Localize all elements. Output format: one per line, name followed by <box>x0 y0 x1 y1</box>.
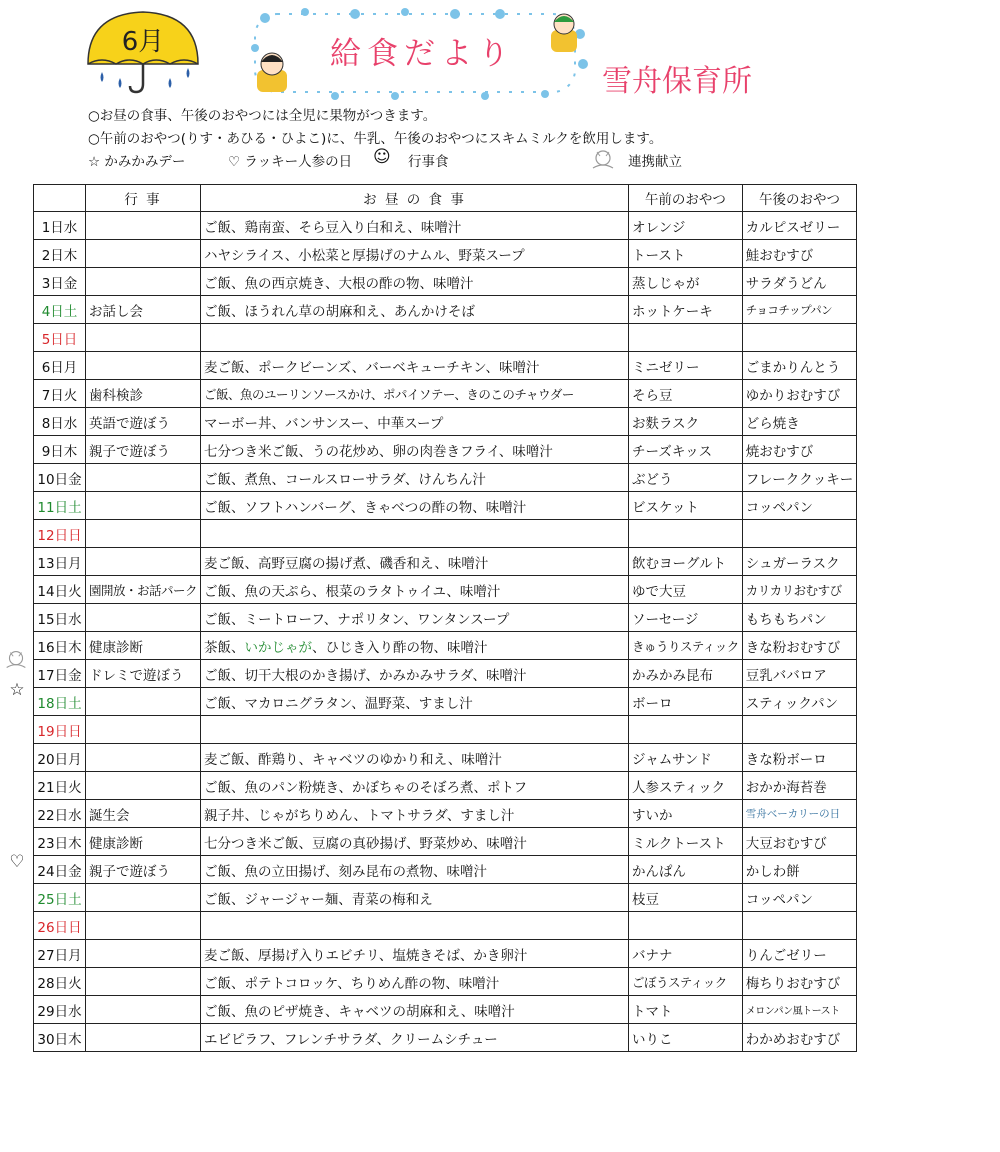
table-row <box>34 324 857 352</box>
lunch-cell: 麦ご飯、酢鶏り、キャベツのゆかり和え、味噌汁 <box>201 744 629 772</box>
event-cell: 英語で遊ぼう <box>86 408 201 436</box>
table-row <box>34 576 857 604</box>
event-cell <box>86 912 201 940</box>
event-cell <box>86 212 201 240</box>
day-cell: 18日土 <box>34 688 86 716</box>
day-cell: 4日土 <box>34 296 86 324</box>
table-row <box>34 968 857 996</box>
pm-snack-cell <box>742 716 856 744</box>
header-pm-snack: 午後のおやつ <box>742 185 856 212</box>
table-row <box>34 380 857 408</box>
pm-snack-cell: どら焼き <box>742 408 856 436</box>
day-cell: 28日火 <box>34 968 86 996</box>
table-row <box>34 352 857 380</box>
pm-snack-cell: フレーククッキー <box>742 464 856 492</box>
lunch-cell: ご飯、魚のピザ焼き、キャベツの胡麻和え、味噌汁 <box>201 996 629 1024</box>
am-snack-cell: ジャムサンド <box>629 744 743 772</box>
event-cell: 親子で遊ぼう <box>86 856 201 884</box>
lunch-cell <box>201 632 629 660</box>
lunch-cell: ハヤシライス、小松菜と厚揚げのナムル、野菜スープ <box>201 240 629 268</box>
day-cell: 10日金 <box>34 464 86 492</box>
page-title: 給食だより <box>330 36 515 72</box>
event-cell: ドレミで遊ぼう <box>86 660 201 688</box>
am-snack-cell: ホットケーキ <box>629 296 743 324</box>
table-row <box>34 268 857 296</box>
am-snack-cell: ソーセージ <box>629 604 743 632</box>
table-row <box>34 1024 857 1052</box>
nursery-name: 雪舟保育所 <box>602 64 752 99</box>
am-snack-cell <box>629 912 743 940</box>
day-cell: 15日水 <box>34 604 86 632</box>
day-cell: 30日木 <box>34 1024 86 1052</box>
day-cell: 5日日 <box>34 324 86 352</box>
lunch-cell: ご飯、魚の天ぷら、根菜のラタトゥイユ、味噌汁 <box>201 576 629 604</box>
event-cell: 健康診断 <box>86 828 201 856</box>
legend-event: 行事食 <box>408 154 449 170</box>
pm-snack-cell: 梅ちりおむすび <box>742 968 856 996</box>
pm-snack-cell: カルピスゼリー <box>742 212 856 240</box>
event-cell: 誕生会 <box>86 800 201 828</box>
lunch-cell: ご飯、煮魚、コールスローサラダ、けんちん汁 <box>201 464 629 492</box>
month-badge: 6月 <box>121 27 165 57</box>
lunch-cell: ご飯、魚の西京焼き、大根の酢の物、味噌汁 <box>201 268 629 296</box>
event-cell <box>86 940 201 968</box>
event-cell <box>86 520 201 548</box>
pm-snack-cell: 鮭おむすび <box>742 240 856 268</box>
am-snack-cell: ぶどう <box>629 464 743 492</box>
note-fruit: ○お昼の食事、午後のおやつには全児に果物がつきます。 <box>88 108 437 124</box>
event-cell <box>86 884 201 912</box>
table-row <box>34 660 857 688</box>
table-row <box>34 940 857 968</box>
pm-snack-cell: もちもちパン <box>742 604 856 632</box>
am-snack-cell: かんぱん <box>629 856 743 884</box>
table-row <box>34 464 857 492</box>
day-cell: 27日月 <box>34 940 86 968</box>
am-snack-cell: そら豆 <box>629 380 743 408</box>
header-lunch: お 昼 の 食 事 <box>201 185 629 212</box>
am-snack-cell: お麩ラスク <box>629 408 743 436</box>
pm-snack-cell <box>742 912 856 940</box>
day-cell: 20日月 <box>34 744 86 772</box>
am-snack-cell: トマト <box>629 996 743 1024</box>
event-cell: お話し会 <box>86 296 201 324</box>
header-am-snack: 午前のおやつ <box>629 185 743 212</box>
smiley-icon: ☺ <box>373 147 391 167</box>
table-row <box>34 408 857 436</box>
day-cell: 12日日 <box>34 520 86 548</box>
lunch-cell: 七分つき米ご飯、うの花炒め、卵の肉巻きフライ、味噌汁 <box>201 436 629 464</box>
lunch-cell: ご飯、魚のパン粉焼き、かぼちゃのそぼろ煮、ポトフ <box>201 772 629 800</box>
pm-snack-cell <box>742 324 856 352</box>
am-snack-cell: ボーロ <box>629 688 743 716</box>
event-cell: 歯科検診 <box>86 380 201 408</box>
am-snack-cell: 人参スティック <box>629 772 743 800</box>
table-header-row <box>34 185 857 212</box>
lunch-cell: ご飯、マカロニグラタン、温野菜、すまし汁 <box>201 688 629 716</box>
lunch-cell: マーボー丼、バンサンスー、中華スープ <box>201 408 629 436</box>
pm-snack-cell: りんごゼリー <box>742 940 856 968</box>
lunch-cell <box>201 912 629 940</box>
lunch-cell: ご飯、ソフトハンバーグ、きゃべつの酢の物、味噌汁 <box>201 492 629 520</box>
day-cell: 17日金 <box>34 660 86 688</box>
lunch-cell: 麦ご飯、ポークビーンズ、バーベキューチキン、味噌汁 <box>201 352 629 380</box>
day-cell: 6日月 <box>34 352 86 380</box>
lunch-cell: ご飯、魚のユーリンソースかけ、ポパイソテー、きのこのチャウダー <box>201 380 629 408</box>
am-snack-cell: ミルクトースト <box>629 828 743 856</box>
pm-snack-cell: コッペパン <box>742 884 856 912</box>
am-snack-cell: きゅうりスティック <box>629 632 743 660</box>
header <box>0 0 1000 180</box>
day-cell: 23日木 <box>34 828 86 856</box>
pm-snack-cell: おかか海苔巻 <box>742 772 856 800</box>
day-cell: 26日日 <box>34 912 86 940</box>
am-snack-cell: ミニゼリー <box>629 352 743 380</box>
am-snack-cell <box>629 716 743 744</box>
lunch-cell <box>201 324 629 352</box>
collab-icon <box>2 648 30 672</box>
am-snack-cell: チーズキッス <box>629 436 743 464</box>
day-cell: 29日水 <box>34 996 86 1024</box>
am-snack-cell: バナナ <box>629 940 743 968</box>
event-cell <box>86 968 201 996</box>
pm-snack-cell <box>742 520 856 548</box>
heart-mark-icon: ♡ <box>9 852 25 872</box>
table-row <box>34 884 857 912</box>
table-row <box>34 436 857 464</box>
pm-snack-cell: チョコチップパン <box>742 296 856 324</box>
pm-snack-cell: 焼おむすび <box>742 436 856 464</box>
pm-snack-cell: ごまかりんとう <box>742 352 856 380</box>
table-row <box>34 632 857 660</box>
day-cell: 2日木 <box>34 240 86 268</box>
header-event: 行 事 <box>86 185 201 212</box>
event-cell <box>86 744 201 772</box>
lunch-highlight: いかじゃが <box>244 639 313 656</box>
event-cell: 園開放・お話パーク <box>86 576 201 604</box>
event-cell <box>86 716 201 744</box>
table-row <box>34 548 857 576</box>
star-mark-icon: ☆ <box>9 680 25 700</box>
am-snack-cell: ごぼうスティック <box>629 968 743 996</box>
event-cell: 親子で遊ぼう <box>86 436 201 464</box>
lunch-cell: ご飯、ジャージャー麺、青菜の梅和え <box>201 884 629 912</box>
lunch-text: 茶飯、 <box>204 639 245 656</box>
day-cell: 25日土 <box>34 884 86 912</box>
event-cell <box>86 548 201 576</box>
legend-kamikami: ☆ かみかみデー <box>88 154 186 170</box>
table-row <box>34 520 857 548</box>
table-row <box>34 772 857 800</box>
lunch-cell: エビピラフ、フレンチサラダ、クリームシチュー <box>201 1024 629 1052</box>
pm-snack-cell: 雪舟ベーカリーの日 <box>742 800 856 828</box>
day-cell: 3日金 <box>34 268 86 296</box>
table-row <box>34 996 857 1024</box>
table-row <box>34 744 857 772</box>
header-day <box>34 185 86 212</box>
day-cell: 21日火 <box>34 772 86 800</box>
am-snack-cell: ゆで大豆 <box>629 576 743 604</box>
umbrella-icon <box>80 6 210 96</box>
day-cell: 19日日 <box>34 716 86 744</box>
menu-table <box>33 184 857 1052</box>
lunch-cell: ご飯、魚の立田揚げ、刻み昆布の煮物、味噌汁 <box>201 856 629 884</box>
am-snack-cell: トースト <box>629 240 743 268</box>
legend-lucky: ♡ ラッキー人参の日 <box>228 154 353 170</box>
day-cell: 1日水 <box>34 212 86 240</box>
day-cell: 22日水 <box>34 800 86 828</box>
lunch-cell: ご飯、ほうれん草の胡麻和え、あんかけそば <box>201 296 629 324</box>
lunch-cell: 親子丼、じゃがちりめん、トマトサラダ、すまし汁 <box>201 800 629 828</box>
am-snack-cell: すいか <box>629 800 743 828</box>
event-cell <box>86 464 201 492</box>
event-cell <box>86 996 201 1024</box>
event-cell <box>86 240 201 268</box>
event-cell <box>86 492 201 520</box>
lunch-cell: ご飯、ポテトコロッケ、ちりめん酢の物、味噌汁 <box>201 968 629 996</box>
legend-collab: 連携献立 <box>628 154 682 170</box>
table-row <box>34 492 857 520</box>
am-snack-cell: いりこ <box>629 1024 743 1052</box>
pm-snack-cell: きな粉ボーロ <box>742 744 856 772</box>
lunch-cell <box>201 716 629 744</box>
am-snack-cell: 飲むヨーグルト <box>629 548 743 576</box>
lunch-cell: 麦ご飯、高野豆腐の揚げ煮、磯香和え、味噌汁 <box>201 548 629 576</box>
table-row <box>34 604 857 632</box>
lunch-cell: ご飯、ミートローフ、ナポリタン、ワンタンスープ <box>201 604 629 632</box>
table-row <box>34 296 857 324</box>
am-snack-cell: オレンジ <box>629 212 743 240</box>
note-milk: ○午前のおやつ(りす・あひる・ひよこ)に、牛乳、午後のおやつにスキムミルクを飲用します。 <box>88 131 663 147</box>
table-row <box>34 912 857 940</box>
event-cell <box>86 604 201 632</box>
am-snack-cell: 蒸しじゃが <box>629 268 743 296</box>
day-cell: 16日木 <box>34 632 86 660</box>
pm-snack-cell: カリカリおむすび <box>742 576 856 604</box>
table-row <box>34 240 857 268</box>
pm-snack-cell: サラダうどん <box>742 268 856 296</box>
pm-snack-cell: メロンパン風トースト <box>742 996 856 1024</box>
table-row <box>34 856 857 884</box>
collab-icon <box>588 148 618 172</box>
event-cell <box>86 1024 201 1052</box>
lunch-cell: ご飯、切干大根のかき揚げ、かみかみサラダ、味噌汁 <box>201 660 629 688</box>
event-cell <box>86 268 201 296</box>
pm-snack-cell: きな粉おむすび <box>742 632 856 660</box>
day-cell: 14日火 <box>34 576 86 604</box>
am-snack-cell: ビスケット <box>629 492 743 520</box>
lunch-cell: ご飯、鶏南蛮、そら豆入り白和え、味噌汁 <box>201 212 629 240</box>
table-row <box>34 688 857 716</box>
lunch-cell: 麦ご飯、厚揚げ入りエビチリ、塩焼きそば、かき卵汁 <box>201 940 629 968</box>
lunch-cell <box>201 520 629 548</box>
pm-snack-cell: 豆乳ババロア <box>742 660 856 688</box>
day-cell: 9日木 <box>34 436 86 464</box>
table-row <box>34 212 857 240</box>
day-cell: 24日金 <box>34 856 86 884</box>
pm-snack-cell: ゆかりおむすび <box>742 380 856 408</box>
event-cell <box>86 324 201 352</box>
event-cell <box>86 352 201 380</box>
table-row <box>34 716 857 744</box>
pm-snack-cell: 大豆おむすび <box>742 828 856 856</box>
lunch-cell: 七分つき米ご飯、豆腐の真砂揚げ、野菜炒め、味噌汁 <box>201 828 629 856</box>
pm-snack-cell: コッペパン <box>742 492 856 520</box>
pm-snack-cell: わかめおむすび <box>742 1024 856 1052</box>
am-snack-cell <box>629 520 743 548</box>
pm-snack-cell: スティックパン <box>742 688 856 716</box>
pm-snack-cell: かしわ餅 <box>742 856 856 884</box>
day-cell: 7日火 <box>34 380 86 408</box>
pm-snack-cell: シュガーラスク <box>742 548 856 576</box>
child-left-icon <box>257 53 287 92</box>
day-cell: 8日水 <box>34 408 86 436</box>
event-cell: 健康診断 <box>86 632 201 660</box>
table-row <box>34 828 857 856</box>
child-right-icon <box>551 14 577 52</box>
event-cell <box>86 772 201 800</box>
day-cell: 11日土 <box>34 492 86 520</box>
menu-body <box>34 212 857 1052</box>
am-snack-cell: かみかみ昆布 <box>629 660 743 688</box>
am-snack-cell: 枝豆 <box>629 884 743 912</box>
lunch-text: 、ひじき入り酢の物、味噌汁 <box>312 639 488 656</box>
am-snack-cell <box>629 324 743 352</box>
day-cell: 13日月 <box>34 548 86 576</box>
table-row <box>34 800 857 828</box>
event-cell <box>86 688 201 716</box>
